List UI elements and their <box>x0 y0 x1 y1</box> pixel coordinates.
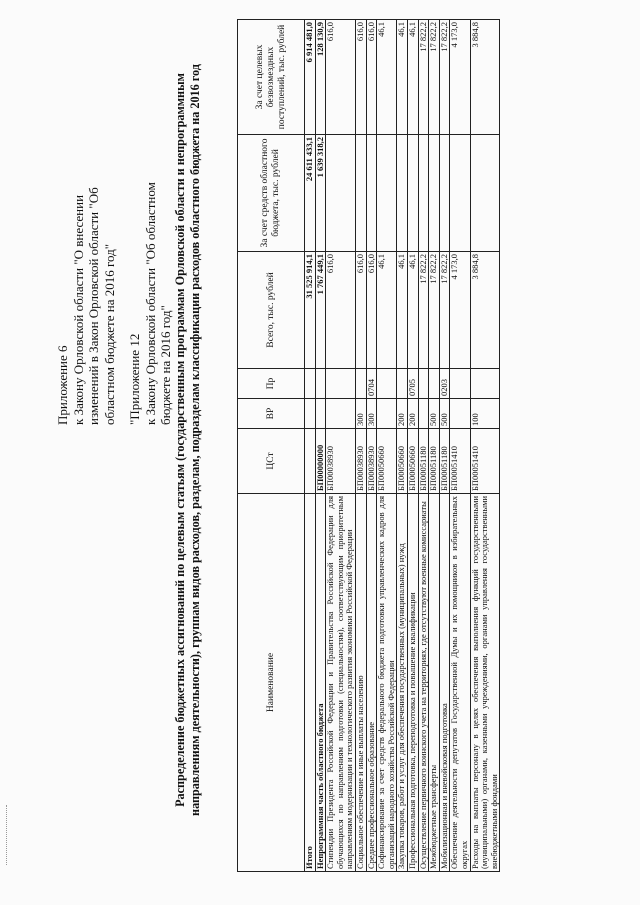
cell-vr: 200 <box>397 399 408 429</box>
cell-total: 1 767 449,1 <box>315 252 326 369</box>
table-row <box>450 20 470 872</box>
table-row <box>470 20 500 872</box>
table-row <box>326 20 356 872</box>
cell-total: 46,1 <box>377 252 397 369</box>
cell-total: 46,1 <box>397 252 408 369</box>
cell-regional <box>418 135 429 252</box>
appendix-header-block <box>55 25 174 425</box>
cell-total: 17 822,2 <box>439 252 450 369</box>
cell-cst: БП00051180 <box>439 429 450 494</box>
cell-pr <box>315 369 326 399</box>
cell-vr: 500 <box>439 399 450 429</box>
cell-regional <box>470 135 500 252</box>
header-cst: ЦСт <box>238 429 305 494</box>
table-row <box>397 20 408 872</box>
table-row <box>429 20 440 872</box>
cell-name: Среднее профессиональное образование <box>366 494 377 872</box>
cell-regional <box>429 135 440 252</box>
cell-pr <box>470 369 500 399</box>
cell-regional <box>407 135 418 252</box>
cell-regional <box>397 135 408 252</box>
cell-name: Мобилизационная и вневойсковая подготовка <box>439 494 450 872</box>
cell-vr: 200 <box>407 399 418 429</box>
cell-name: Стипендии Президента Российской Федерации и Правительства Российской Федерации для обучающихся по направлениям подготовки (специальностям), соответствующим приоритетным направлениям модернизации и технологического развития экономики Российской Федерации <box>326 494 356 872</box>
header-regional: За счет средств областного бюджета, тыс. рублей <box>238 135 305 252</box>
cell-gratuitous: 17 822,2 <box>418 20 429 135</box>
cell-gratuitous: 616,0 <box>355 20 366 135</box>
cell-name: Расходы на выплаты персоналу в целях обеспечения выполнения функций государственными (муниципальными) органами, казенными учреждениями, органами управления государственными внебюджетными фондами <box>470 494 500 872</box>
cell-total: 616,0 <box>326 252 356 369</box>
cell-pr <box>450 369 470 399</box>
previous-appendix-line: к Закону Орловской области "Об областном <box>142 182 158 425</box>
appendix-line: к Закону Орловской области "О внесении <box>70 194 86 425</box>
table-row <box>377 20 397 872</box>
cell-vr: 100 <box>470 399 500 429</box>
cell-name: Профессиональная подготовка, переподготовка и повышение квалификации <box>407 494 418 872</box>
table-row <box>355 20 366 872</box>
cell-vr: 300 <box>366 399 377 429</box>
cell-vr <box>305 399 316 429</box>
cell-regional <box>355 135 366 252</box>
previous-appendix-line: бюджете на 2016 год" <box>158 305 173 425</box>
cell-gratuitous: 616,0 <box>366 20 377 135</box>
cell-pr <box>397 369 408 399</box>
header-gratuitous: За счет целевых безвозмездных поступлений, тыс. рублей <box>238 20 305 135</box>
rotated-page-content <box>25 10 625 880</box>
cell-cst: БП00050660 <box>377 429 397 494</box>
table-row <box>439 20 450 872</box>
cell-name: Итого <box>305 494 316 872</box>
cell-pr: 0704 <box>366 369 377 399</box>
cell-regional: 1 639 318,2 <box>315 135 326 252</box>
cell-gratuitous: 616,0 <box>326 20 356 135</box>
cell-name: Социальное обеспечение и иные выплаты населению <box>355 494 366 872</box>
cell-gratuitous: 46,1 <box>397 20 408 135</box>
cell-gratuitous: 46,1 <box>377 20 397 135</box>
cell-gratuitous: 17 822,2 <box>439 20 450 135</box>
table-row <box>407 20 418 872</box>
cell-regional <box>366 135 377 252</box>
cell-name: Осуществление первичного воинского учета на территориях, где отсутствуют военные комиссариаты <box>418 494 429 872</box>
cell-regional <box>326 135 356 252</box>
cell-gratuitous: 128 130,9 <box>315 20 326 135</box>
cell-gratuitous: 46,1 <box>407 20 418 135</box>
cell-total: 616,0 <box>366 252 377 369</box>
cell-regional <box>439 135 450 252</box>
cell-total: 31 525 914,1 <box>305 252 316 369</box>
previous-appendix-number: "Приложение 12 <box>127 333 142 425</box>
header-pr: Пр <box>238 369 305 399</box>
header-total: Всего, тыс. рублей <box>238 252 305 369</box>
table-row <box>315 20 326 872</box>
document-title: Распределение бюджетных ассигнований по целевым статьям (государственным программам Орловской области и непрограммным направлениям деятельности), группам видов расходов, разделам, подразделам классификации расходов областного бюджета на 2016 год <box>173 64 202 816</box>
table-row <box>366 20 377 872</box>
cell-gratuitous: 17 822,2 <box>429 20 440 135</box>
cell-pr <box>377 369 397 399</box>
cell-regional <box>450 135 470 252</box>
table-row <box>305 20 316 872</box>
appendix-line: изменений в Закон Орловской области "Об <box>86 187 101 425</box>
cell-total: 46,1 <box>407 252 418 369</box>
cell-cst: БП00051180 <box>429 429 440 494</box>
cell-pr <box>355 369 366 399</box>
cell-total: 616,0 <box>355 252 366 369</box>
cell-name: Непрограммная часть областного бюджета <box>315 494 326 872</box>
cell-cst: БП00038930 <box>355 429 366 494</box>
cell-cst: БП00038930 <box>366 429 377 494</box>
table-row <box>418 20 429 872</box>
cell-pr <box>326 369 356 399</box>
scan-margin-mark <box>6 805 11 865</box>
cell-name: Обеспечение деятельности депутатов Государственной Думы и их помощников в избирательных округах <box>450 494 470 872</box>
cell-gratuitous: 6 914 481,0 <box>305 20 316 135</box>
cell-gratuitous: 3 884,8 <box>470 20 500 135</box>
cell-pr: 0203 <box>439 369 450 399</box>
cell-total: 3 884,8 <box>470 252 500 369</box>
cell-cst: БП00038930 <box>326 429 356 494</box>
header-name: Наименование <box>238 494 305 872</box>
cell-cst: БП00050660 <box>397 429 408 494</box>
cell-cst: БП00000000 <box>315 429 326 494</box>
cell-vr <box>377 399 397 429</box>
cell-regional: 24 611 433,1 <box>305 135 316 252</box>
cell-regional <box>377 135 397 252</box>
cell-vr <box>315 399 326 429</box>
table-body <box>305 20 500 872</box>
cell-name: Софинансирование за счет средств федерального бюджета подготовки управленческих кадров для организаций народного хозяйства Российской Федерации <box>377 494 397 872</box>
cell-vr: 300 <box>355 399 366 429</box>
cell-vr <box>418 399 429 429</box>
cell-pr: 0705 <box>407 369 418 399</box>
cell-vr <box>450 399 470 429</box>
cell-pr <box>418 369 429 399</box>
appendix-line: областном бюджете на 2016 год" <box>101 243 117 425</box>
cell-total: 4 173,0 <box>450 252 470 369</box>
cell-pr <box>305 369 316 399</box>
cell-name: Межбюджетные трансферты <box>429 494 440 872</box>
cell-cst: БП00051410 <box>450 429 470 494</box>
cell-name: Закупка товаров, работ и услуг для обеспечения государственных (муниципальных) нужд <box>397 494 408 872</box>
cell-gratuitous: 4 173,0 <box>450 20 470 135</box>
cell-total: 17 822,2 <box>429 252 440 369</box>
cell-cst: БП00051180 <box>418 429 429 494</box>
cell-cst: БП00050660 <box>407 429 418 494</box>
cell-total: 17 822,2 <box>418 252 429 369</box>
budget-table <box>237 19 500 872</box>
cell-pr <box>429 369 440 399</box>
cell-vr: 500 <box>429 399 440 429</box>
appendix-number: Приложение 6 <box>55 345 70 425</box>
table-header-row <box>238 20 305 872</box>
header-vr: ВР <box>238 399 305 429</box>
cell-cst: БП00051410 <box>470 429 500 494</box>
cell-cst <box>305 429 316 494</box>
cell-vr <box>326 399 356 429</box>
